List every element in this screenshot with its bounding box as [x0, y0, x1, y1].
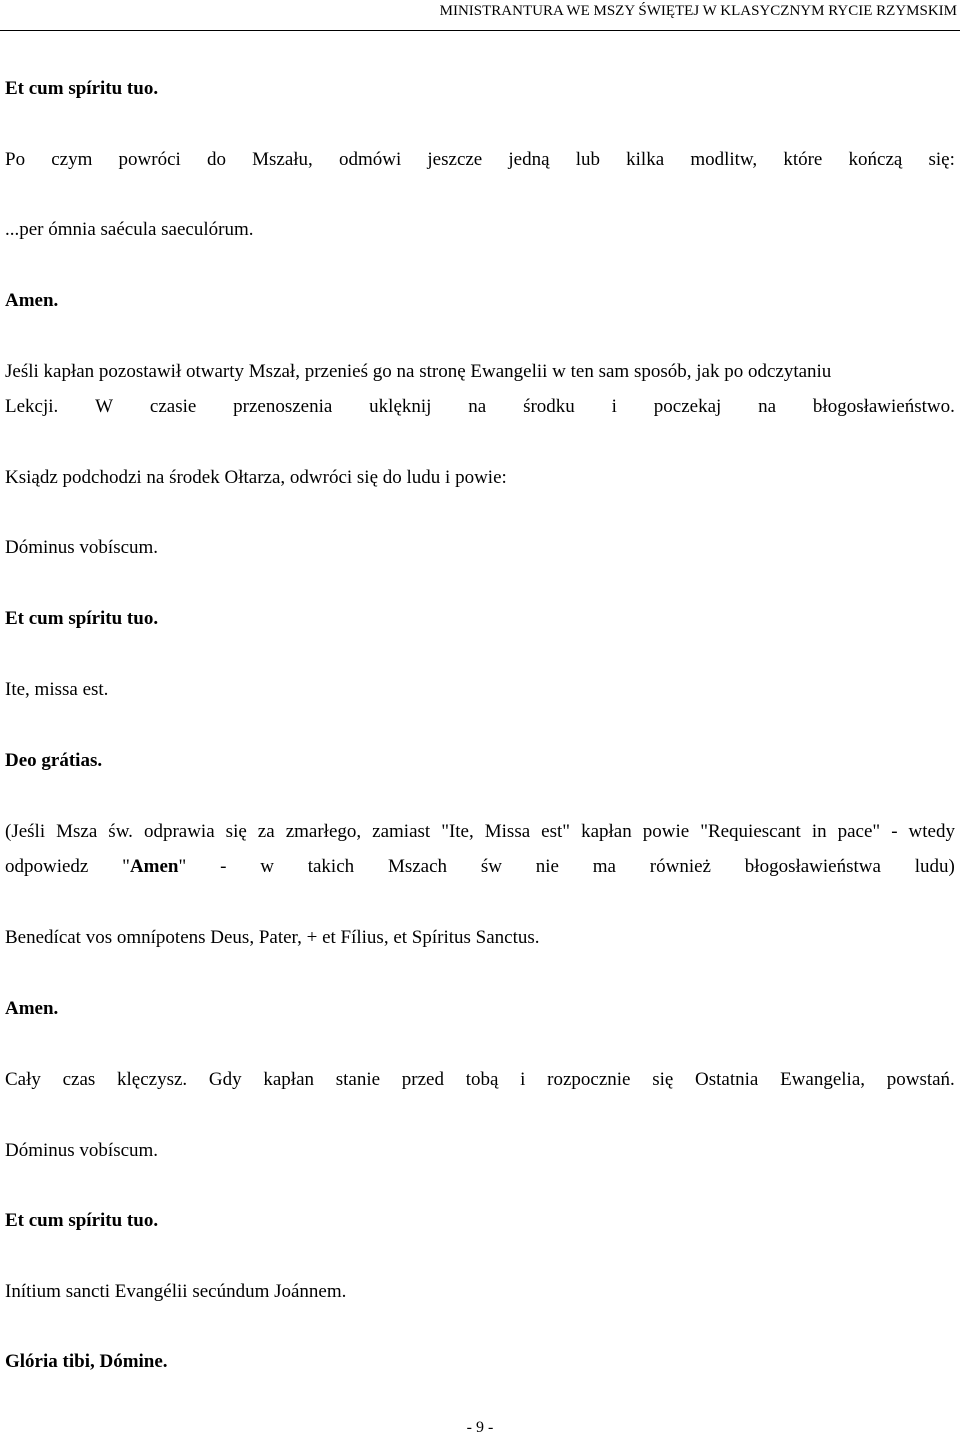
word: pace" [837, 821, 881, 842]
word: i [611, 396, 617, 417]
instruction-text: Ksiądz podchodzi na środek Ołtarza, odwróci się do ludu i powie: [5, 467, 507, 488]
amen-emphasis: Amen [129, 856, 179, 877]
word: błogosławieństwa [744, 856, 881, 877]
word: - [220, 856, 227, 877]
word: św. [108, 821, 133, 842]
instruction-text: Jeśli kapłan pozostawił otwarty Mszał, przenieś go na stronę Ewangelii w ten sam sposób, jak po odczytaniu [5, 361, 832, 382]
response-text: Et cum spíritu tuo. [5, 608, 159, 629]
word: środku [523, 396, 575, 417]
word: lub [575, 149, 600, 170]
word: się: [928, 149, 955, 170]
word: "Requiescant [700, 821, 801, 842]
response-text: Amen. [5, 998, 59, 1019]
word: Mszału, [252, 149, 313, 170]
response-text: Glória tibi, Dómine. [5, 1351, 168, 1372]
word: odprawia [143, 821, 215, 842]
word: wtedy [908, 821, 955, 842]
word: św [480, 856, 502, 877]
word: kończą [848, 149, 903, 170]
instruction-text [5, 1062, 955, 1097]
response-text: Et cum spíritu tuo. [5, 1210, 159, 1231]
word: Mszach [387, 856, 448, 877]
word: W [95, 396, 114, 417]
word: modlitw, [690, 149, 758, 170]
priest-text: Ite, missa est. [5, 679, 109, 700]
word: kilka [626, 149, 665, 170]
instruction-text [5, 142, 955, 177]
page-number: - 9 - [466, 1419, 494, 1436]
word: klęczysz. [117, 1069, 188, 1090]
word: zmarłego, [285, 821, 362, 842]
word: rozpocznie [547, 1069, 631, 1090]
word: do [206, 149, 226, 170]
word: kapłan [581, 821, 632, 842]
word: jedną [508, 149, 550, 170]
word: poczekaj [653, 396, 722, 417]
response-text: Amen. [5, 290, 59, 311]
word: in [811, 821, 827, 842]
word: się [225, 821, 247, 842]
word: za [257, 821, 275, 842]
word: est" [541, 821, 571, 842]
word: które [783, 149, 823, 170]
word: - [891, 821, 898, 842]
word: Ewangelia, [780, 1069, 866, 1090]
priest-text: Dóminus vobíscum. [5, 537, 159, 558]
word: i [520, 1069, 526, 1090]
word: ludu) [914, 856, 955, 877]
word: czas [62, 1069, 96, 1090]
word: na [758, 396, 777, 417]
word: odmówi [338, 149, 402, 170]
word: Ostatnia [695, 1069, 759, 1090]
word: powstań. [886, 1069, 955, 1090]
running-header: MINISTRANTURA WE MSZY ŚWIĘTEJ W KLASYCZNYM RYCIE RZYMSKIM [439, 3, 957, 19]
word: Msza [56, 821, 98, 842]
word: Cały [5, 1069, 41, 1090]
word: powie [642, 821, 690, 842]
word: na [468, 396, 487, 417]
instruction-text [5, 814, 955, 849]
word: błogosławieństwo. [812, 396, 955, 417]
priest-text: Dóminus vobíscum. [5, 1140, 159, 1161]
word: zamiast [372, 821, 431, 842]
word: czasie [149, 396, 197, 417]
word: czym [51, 149, 93, 170]
priest-text: Inítium sancti Evangélii secúndum Joánnem. [5, 1281, 347, 1302]
word: Po [5, 149, 26, 170]
word: "Amen" [122, 856, 187, 877]
word: uklęknij [369, 396, 432, 417]
word: Gdy [208, 1069, 242, 1090]
instruction-text [5, 849, 955, 884]
word: Lekcji. [5, 396, 59, 417]
word: takich [307, 856, 355, 877]
word: przed [401, 1069, 444, 1090]
word: w [260, 856, 274, 877]
word: przenoszenia [233, 396, 333, 417]
word: stanie [335, 1069, 381, 1090]
word: (Jeśli [5, 821, 46, 842]
response-text: Et cum spíritu tuo. [5, 78, 159, 99]
word: się [652, 1069, 674, 1090]
word: również [649, 856, 711, 877]
word: Missa [484, 821, 531, 842]
word: kapłan [263, 1069, 315, 1090]
word: nie [535, 856, 559, 877]
priest-text: ...per ómnia saécula saeculórum. [5, 219, 254, 240]
priest-text: Benedícat vos omnípotens Deus, Pater, + et Fílius, et Spíritus Sanctus. [5, 927, 540, 948]
word: powróci [118, 149, 181, 170]
header-rule [0, 30, 960, 31]
instruction-text [5, 389, 955, 424]
word: odpowiedz [5, 856, 89, 877]
word: ma [592, 856, 616, 877]
response-text: Deo grátias. [5, 750, 103, 771]
word: "Ite, [441, 821, 474, 842]
word: jeszcze [427, 149, 483, 170]
word: tobą [465, 1069, 499, 1090]
